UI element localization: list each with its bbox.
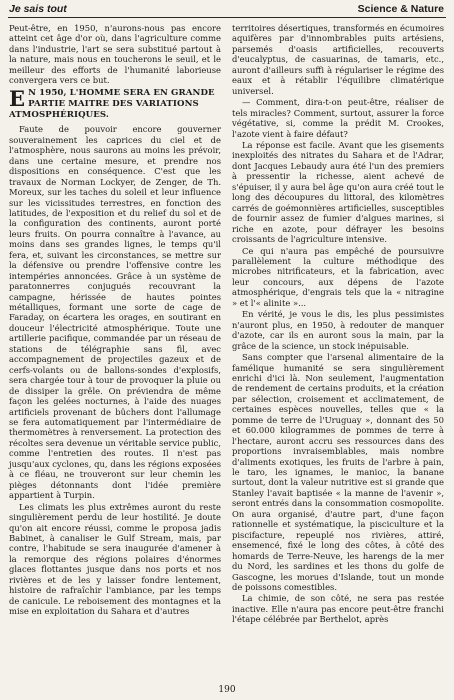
paragraph: Peut-être, en 1950, n'aurons-nous pas encore atteint cet âge d'or où, dans l'agriculture comme dans l'industrie, l'art se sera substitué partout à la nature, mais nous en toucherons le seuil, et le meilleur des efforts de l'humanité laborieuse convergera vers ce but. (9, 23, 221, 86)
paragraph: La chimie, de son côté, ne sera pas restée inactive. Elle n'aura pas encore peut-être franchi l'étape célébrée par Berthelot, après (232, 593, 444, 625)
right-column (232, 23, 444, 626)
left-column (9, 23, 221, 618)
page-number: 190 (218, 685, 236, 695)
paragraph: Les climats les plus extrêmes auront du reste singulièrement perdu de leur hostilité. Je doute qu'on ait encore réussi, comme le proposa jadis Babinet, à canaliser le Gulf Stream, mais, par contre, l'habitude se sera inaugurée d'amener à la remorque des régions polaires d'énormes glaces flottantes jusque dans nos ports et nos rivières et de les y laisser fondre lentement, histoire de rafraîchir l'ambiance, par les temps de canicule. Le reboisement des montagnes et la mise en exploitation du Sahara et d'autres (9, 501, 221, 617)
section-lead (9, 85, 221, 122)
paragraph: En vérité, je vous le dis, les plus pessimistes n'auront plus, en 1950, à redouter de manquer d'azote, car ils en auront sous la main, par la grâce de la science, un stock inépuisable. (232, 309, 444, 351)
paragraph: La réponse est facile. Avant que les gisements inexploités des nitrates du Sahara et de l'Adrar, dont Jacques Lebaudy aura été l'un des premiers à pressentir la richesse, aient achevé de s'épuiser, il y aura bel âge qu'on aura créé tout le long des découpures du littoral, des kilomètres carrés de goémonnières artificielles, susceptibles de fournir assez de fumier d'algues marines, si riche en azote, pour défrayer les besoins croissants de l'agriculture intensive. (232, 139, 444, 245)
running-header-right: Science & Nature (357, 3, 444, 15)
header-rule (8, 17, 446, 18)
drop-cap: E (9, 85, 26, 111)
running-header-left: Je sais tout (9, 3, 67, 15)
paragraph: Ce qui n'aura pas empêché de poursuivre parallèlement la culture méthodique des microbes nitrificateurs, et la fabrication, avec leur concours, aux dépens de l'azote atmosphérique, d'engrais tels que la « nitragine » et l'« alinite »... (232, 245, 444, 308)
paragraph: Faute de pouvoir encore gouverner souverainement les caprices du ciel et de l'atmosphère, nous saurons au moins les prévoir, dans une certaine mesure, et prendre nos dispositions en conséquence. C'est que les travaux de Norman Lockyer, de Zenger, de Th. Moreux, sur les taches du soleil et leur influence sur les vicissitudes terrestres, en fonction des latitudes, de l'exposition et du relief du sol et de la configuration des continents, auront porté leurs fruits. On pourra connaître à l'avance, au moins dans ses grandes lignes, le temps qu'il fera, et, suivant les circonstances, se mettre sur la défensive ou prendre l'offensive contre les intempéries annoncées. Grâce à un système de paratonnerres conjugués recouvrant la campagne, hérissée de hautes pointes métalliques, formant une sorte de cage de Faraday, on écartera les orages, en soutirant en douceur l'électricité atmosphérique. Toute une artillerie pacifique, commandée par un réseau de stations de télégraphie sans fil, avec accompagnement de projectiles gazeux et de cerfs-volants ou de ballons-sondes d'explosifs, sera chargée tour à tour de provoquer la pluie ou de dissiper la grêle. On préviendra de même façon les gelées nocturnes, à l'aide des nuages artificiels provenant de bûchers dont l'allumage se fera automatiquement par l'intermédiaire de thermomètres à renversement. La protection des récoltes sera devenue un véritable service public, comme l'entretien des routes. Il n'est pas jusqu'aux cyclones, qu, dans les régions exposées à ce fléau, ne trouveront sur leur chemin les pièges détonnants dont l'idée première appartient à Turpin. (9, 124, 221, 501)
paragraph: territoires désertiques, transformés en écumoires aquifères par d'innombrables puits artésiens, parsemés d'oasis artificielles, recouverts d'eucalyptus, de casuarinas, de tamaris, etc., auront d'ailleurs suffi à régulariser le régime des eaux et à rétablir l'équilibre climatérique universel. (232, 23, 444, 96)
section-lead-text: N 1950, L'HOMME SERA EN GRANDE PARTIE MAITRE DES VARIATIONS ATMOSPHÉRIQUES. (9, 87, 215, 121)
paragraph: Sans compter que l'arsenal alimentaire de la famélique humanité se sera singulièrement enrichi d'ici là. Non seulement, l'augmentation de rendement de certains produits, et la création par sélection, croisement et acclimatement, de certaines espèces nouvelles, telles que « la pomme de terre de l'Uruguay », donnant des 50 et 60.000 kilogrammes de pommes de terre à l'hectare, auront accru ses ressources dans des proportions invraisemblables, mais nombre d'aliments exotiques, les fruits de l'arbre à pain, le taro, les ignames, le manioc, la banane surtout, dont la valeur nutritive est si grande que Stanley l'avait baptisée « la manne de l'avenir », seront entrés dans la consommation cosmopolite. On aura organisé, d'autre part, d'une façon rationnelle et systématique, la pisciculture et la piscifacture, repeuplé nos rivières, attiré, ensemencé, fixé le long des côtes, à côté des homards de Terre-Neuve, les harengs de la mer du Nord, les sardines et les thons du golfe de Gascogne, les morues d'Islande, tout un monde de poissons comestibles. (232, 352, 444, 593)
paragraph: — Comment, dira-t-on peut-être, réaliser de tels miracles? Comment, surtout, assurer la force végétative, si, comme la prédit M. Crookes, l'azote vient à faire défaut? (232, 97, 444, 139)
